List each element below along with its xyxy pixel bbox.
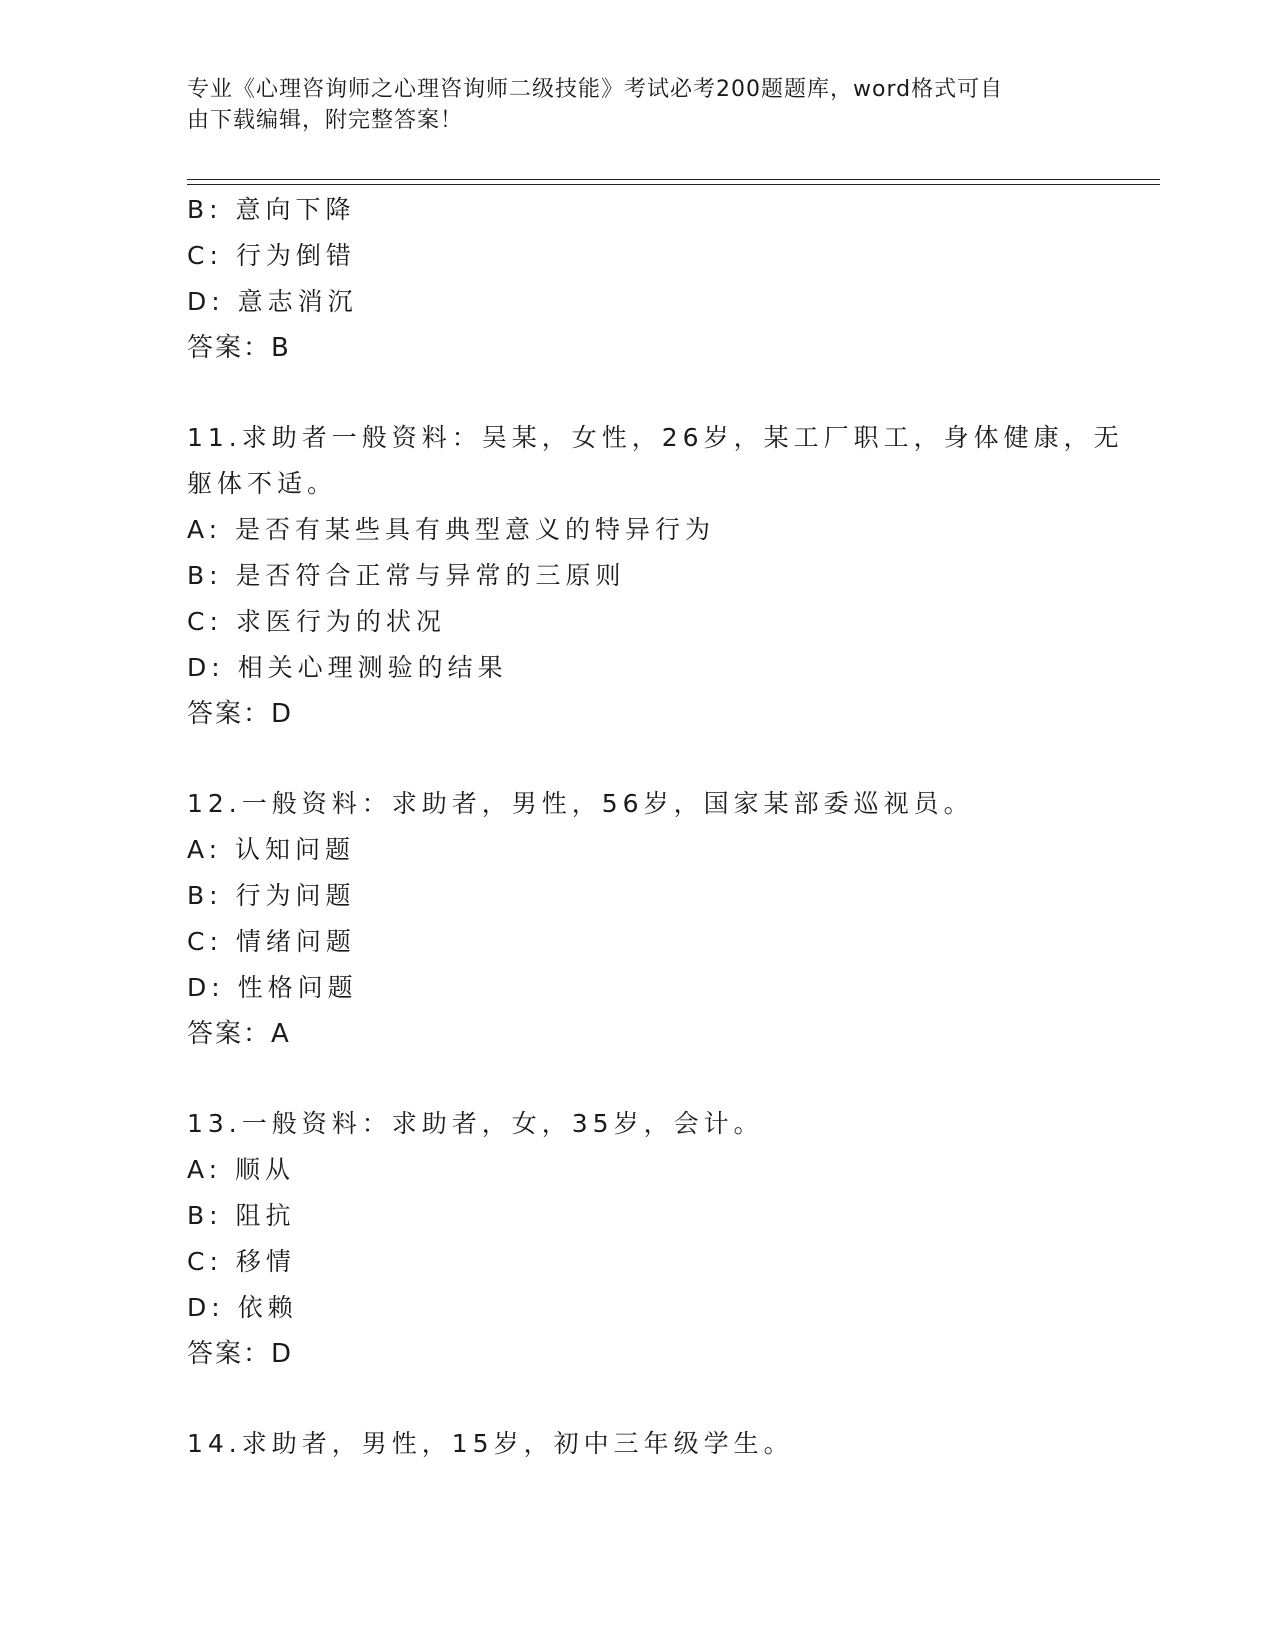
answer-label: 答案：D	[187, 699, 294, 729]
spacer	[187, 1057, 1087, 1101]
answer-label: 答案：B	[187, 333, 291, 363]
option-d: D: 依赖	[187, 1293, 298, 1322]
spacer	[187, 1377, 1087, 1421]
option-a: A: 是否有某些具有典型意义的特异行为	[187, 515, 716, 544]
document-header	[187, 74, 1067, 136]
spacer	[187, 737, 1087, 781]
question-stem: 13.一般资料：求助者，女，35岁，会计。	[187, 1109, 764, 1138]
question-block-14	[187, 1421, 1087, 1467]
spacer	[187, 371, 1087, 415]
question-stem: 12.一般资料：求助者，男性，56岁，国家某部委巡视员。	[187, 789, 974, 818]
question-list	[187, 187, 1124, 1467]
header-line-2: 由下载编辑，附完整答案！	[187, 108, 464, 133]
option-c: C: 行为倒错	[187, 241, 356, 270]
option-b: B: 行为问题	[187, 881, 356, 910]
option-b: B: 是否符合正常与异常的三原则	[187, 561, 626, 590]
option-b: B: 阻抗	[187, 1201, 296, 1230]
header-divider-top	[187, 179, 1160, 180]
option-b: B: 意向下降	[187, 195, 356, 224]
question-block-prev	[187, 187, 1087, 371]
option-c: C: 情绪问题	[187, 927, 356, 956]
option-a: A: 认知问题	[187, 835, 356, 864]
question-stem-line-2: 躯体不适。	[187, 469, 338, 498]
option-d: D: 意志消沉	[187, 287, 358, 316]
answer-label: 答案：D	[187, 1339, 294, 1369]
question-block-13	[187, 1101, 1087, 1377]
option-c: C: 求医行为的状况	[187, 607, 446, 636]
option-a: A: 顺从	[187, 1155, 296, 1184]
question-stem: 14.求助者，男性，15岁，初中三年级学生。	[187, 1429, 794, 1458]
question-block-12	[187, 781, 1087, 1057]
header-divider-bottom	[187, 184, 1160, 185]
option-d: D: 相关心理测验的结果	[187, 653, 508, 682]
option-d: D: 性格问题	[187, 973, 358, 1002]
question-stem-line-1: 11.求助者一般资料：吴某，女性，26岁，某工厂职工，身体健康，无	[187, 423, 1124, 452]
answer-label: 答案：A	[187, 1019, 291, 1049]
question-block-11	[187, 415, 1124, 737]
option-c: C: 移情	[187, 1247, 296, 1276]
header-line-1: 专业《心理咨询师之心理咨询师二级技能》考试必考200题题库，word格式可自	[187, 77, 1004, 102]
